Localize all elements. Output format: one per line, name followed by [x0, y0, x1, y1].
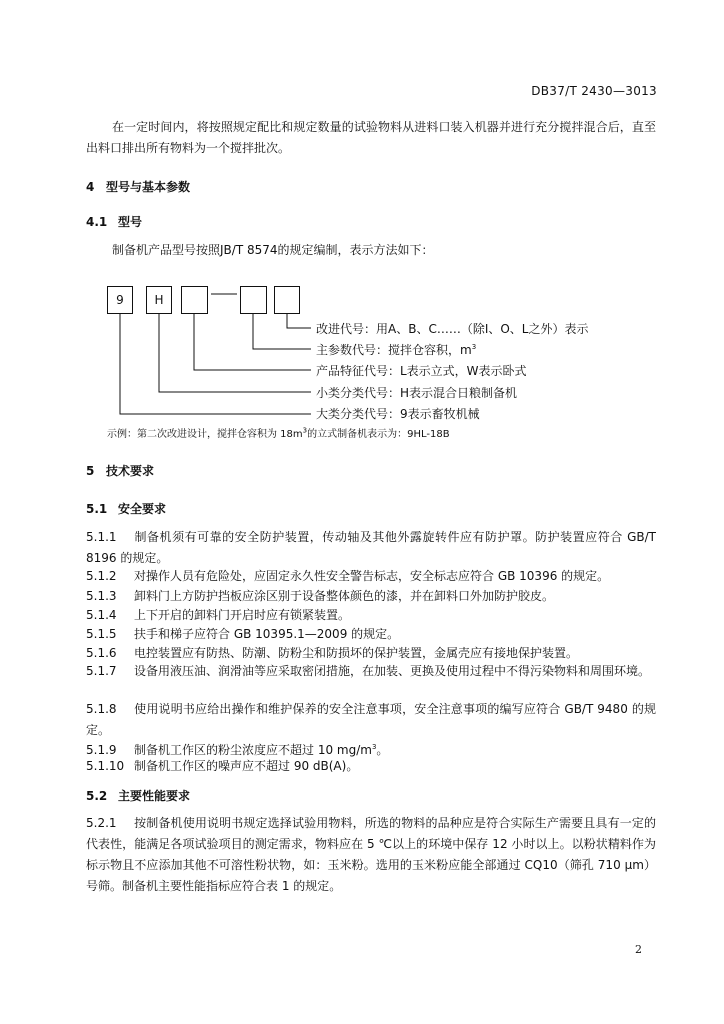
section-4-1-number: 4.1 [86, 215, 108, 229]
clause-5-1-5: 5.1.5 扶手和梯子应符合 GB 10395.1—2009 的规定。 [86, 627, 400, 641]
model-box-improve [274, 286, 300, 314]
clause-5-1-7: 5.1.7 设备用液压油、润滑油等应采取密闭措施，在加装、更换及使用过程中不得污染物料和周围环境。 [86, 664, 651, 678]
section-5-title: 技术要求 [106, 464, 155, 478]
page-number: 2 [635, 943, 642, 956]
model-box-feature [181, 286, 208, 314]
section-5-2-number: 5.2 [86, 789, 108, 803]
section-5-1-number: 5.1 [86, 502, 108, 516]
clause-5-1-10: 5.1.10 制备机工作区的噪声应不超过 90 dB(A)。 [86, 759, 359, 773]
section-5-number: 5 [86, 464, 95, 478]
clause-5-1-2: 5.1.2 对操作人员有危险处，应固定永久性安全警告标志，安全标志应符合 GB 10396 的规定。 [86, 569, 610, 583]
label-large-class-code: 大类分类代号：9表示畜牧机械 [316, 407, 480, 421]
clause-5-1-1: 5.1.1 制备机须有可靠的安全防护装置，传动轴及其他外露旋转件应有防护罩。防护装置应符合 GB/T 8196 的规定。 [86, 530, 656, 565]
clause-5-1-4: 5.1.4 上下开启的卸料门开启时应有锁紧装置。 [86, 608, 351, 622]
clause-5-1-3: 5.1.3 卸料门上方防护挡板应涂区别于设备整体颜色的漆，并在卸料口外加防护胶皮。 [86, 589, 555, 603]
clause-5-1-9: 5.1.9 制备机工作区的粉尘浓度应不超过 10 $mg/m^3$。 [86, 743, 389, 757]
model-box-param [240, 286, 267, 314]
section-4-number: 4 [86, 180, 95, 194]
section-5-2-heading [86, 787, 190, 804]
doc-code: DB37/T 2430—3013 [531, 84, 657, 98]
label-small-class-code: 小类分类代号：H表示混合日粮制备机 [316, 386, 518, 400]
section-5-1-title: 安全要求 [118, 502, 167, 516]
model-description: 制备机产品型号按照JB/T 8574的规定编制，表示方法如下： [112, 243, 434, 257]
section-5-heading [86, 462, 154, 479]
section-4-1-heading [86, 213, 142, 230]
intro-paragraph: 在一定时间内，将按照规定配比和规定数量的试验物料从进料口装入机器并进行充分搅拌混合后，直至出料口排出所有物料为一个搅拌批次。 [86, 120, 656, 155]
label-feature-code: 产品特征代号：L表示立式，W表示卧式 [316, 364, 527, 378]
clause-5-2-1: 5.2.1 按制备机使用说明书规定选择试验用物料，所选的物料的品种应是符合实际生产需要且具有一定的代表性，能满足各项试验项目的测定需求，物料应在 5 ℃以上的环境中保存 12 小时以上。以粉状精料作为标示物且不应添加其他不可溶性粉状物，如：玉米粉。选用的玉米粉应能全部通过 CQ10（筛孔 710 μm）号筛。制备机主要性能指标应符合表 1 的规定。 [86, 816, 656, 893]
model-box-9: 9 [107, 286, 133, 314]
label-improve-code: 改进代号：用A、B、C……（除I、O、L之外）表示 [316, 322, 589, 336]
model-box-h: H [146, 286, 172, 314]
section-4-heading [86, 178, 190, 195]
section-5-1-heading [86, 500, 166, 517]
model-example: 示例：第二次改进设计，搅拌仓容积为 $18m^3$的立式制备机表示为：9HL-18B [107, 426, 450, 440]
label-main-param-code: 主参数代号：搅拌仓容积，$m^3$ [316, 343, 477, 357]
section-4-title: 型号与基本参数 [106, 180, 191, 194]
section-5-2-title: 主要性能要求 [118, 789, 191, 803]
clause-5-1-6: 5.1.6 电控装置应有防热、防潮、防粉尘和防损坏的保护装置，金属壳应有接地保护装置。 [86, 646, 579, 660]
clause-5-1-8: 5.1.8 使用说明书应给出操作和维护保养的安全注意事项，安全注意事项的编写应符合 GB/T 9480 的规定。 [86, 702, 656, 737]
section-4-1-title: 型号 [118, 215, 143, 229]
